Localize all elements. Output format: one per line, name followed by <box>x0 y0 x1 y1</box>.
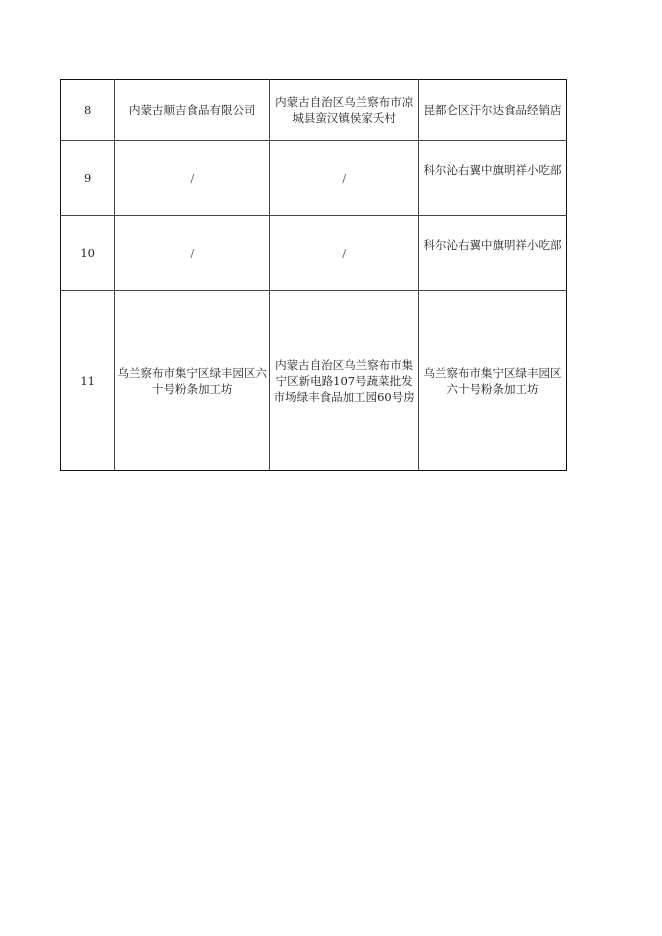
producer-cell <box>115 80 270 141</box>
row-index: 8 <box>83 103 92 117</box>
seller-name: 科尔沁右翼中旗明祥小吃部 <box>423 163 562 177</box>
producer-name: 内蒙古顺吉食品有限公司 <box>129 103 256 117</box>
table-row <box>61 291 567 471</box>
sample-table <box>60 79 567 471</box>
producer-address: / <box>342 246 347 260</box>
row-index-cell <box>61 216 115 291</box>
seller-name: 科尔沁右翼中旗明祥小吃部 <box>423 238 562 252</box>
producer-cell <box>115 216 270 291</box>
producer-address-cell <box>270 141 419 216</box>
row-index-cell <box>61 80 115 141</box>
row-index: 10 <box>80 246 95 260</box>
producer-address-cell <box>270 291 419 471</box>
seller-name: 乌兰察布市集宁区绿丰园区六十号粉条加工坊 <box>423 365 562 396</box>
producer-address-cell <box>270 80 419 141</box>
producer-name: / <box>190 171 195 185</box>
row-index-cell <box>61 291 115 471</box>
producer-address-cell <box>270 216 419 291</box>
seller-name: 昆都仑区汗尔达食品经销店 <box>423 103 562 117</box>
producer-cell <box>115 291 270 471</box>
row-index-cell <box>61 141 115 216</box>
seller-cell <box>419 80 567 141</box>
seller-cell <box>419 291 567 471</box>
producer-address: 内蒙古自治区乌兰察布市集宁区新电路107号蔬菜批发市场绿丰食品加工园60号房 <box>273 357 415 404</box>
producer-name: 乌兰察布市集宁区绿丰园区六十号粉条加工坊 <box>117 365 268 396</box>
table-row <box>61 141 567 216</box>
row-index: 11 <box>80 373 95 388</box>
producer-cell <box>115 141 270 216</box>
producer-name: / <box>190 246 195 260</box>
table-row <box>61 80 567 141</box>
seller-cell <box>419 141 567 216</box>
seller-cell <box>419 216 567 291</box>
table-row <box>61 216 567 291</box>
producer-address: / <box>342 171 347 185</box>
producer-address: 内蒙古自治区乌兰察布市凉城县蛮汉镇侯家夭村 <box>275 95 414 125</box>
row-index: 9 <box>83 171 92 185</box>
